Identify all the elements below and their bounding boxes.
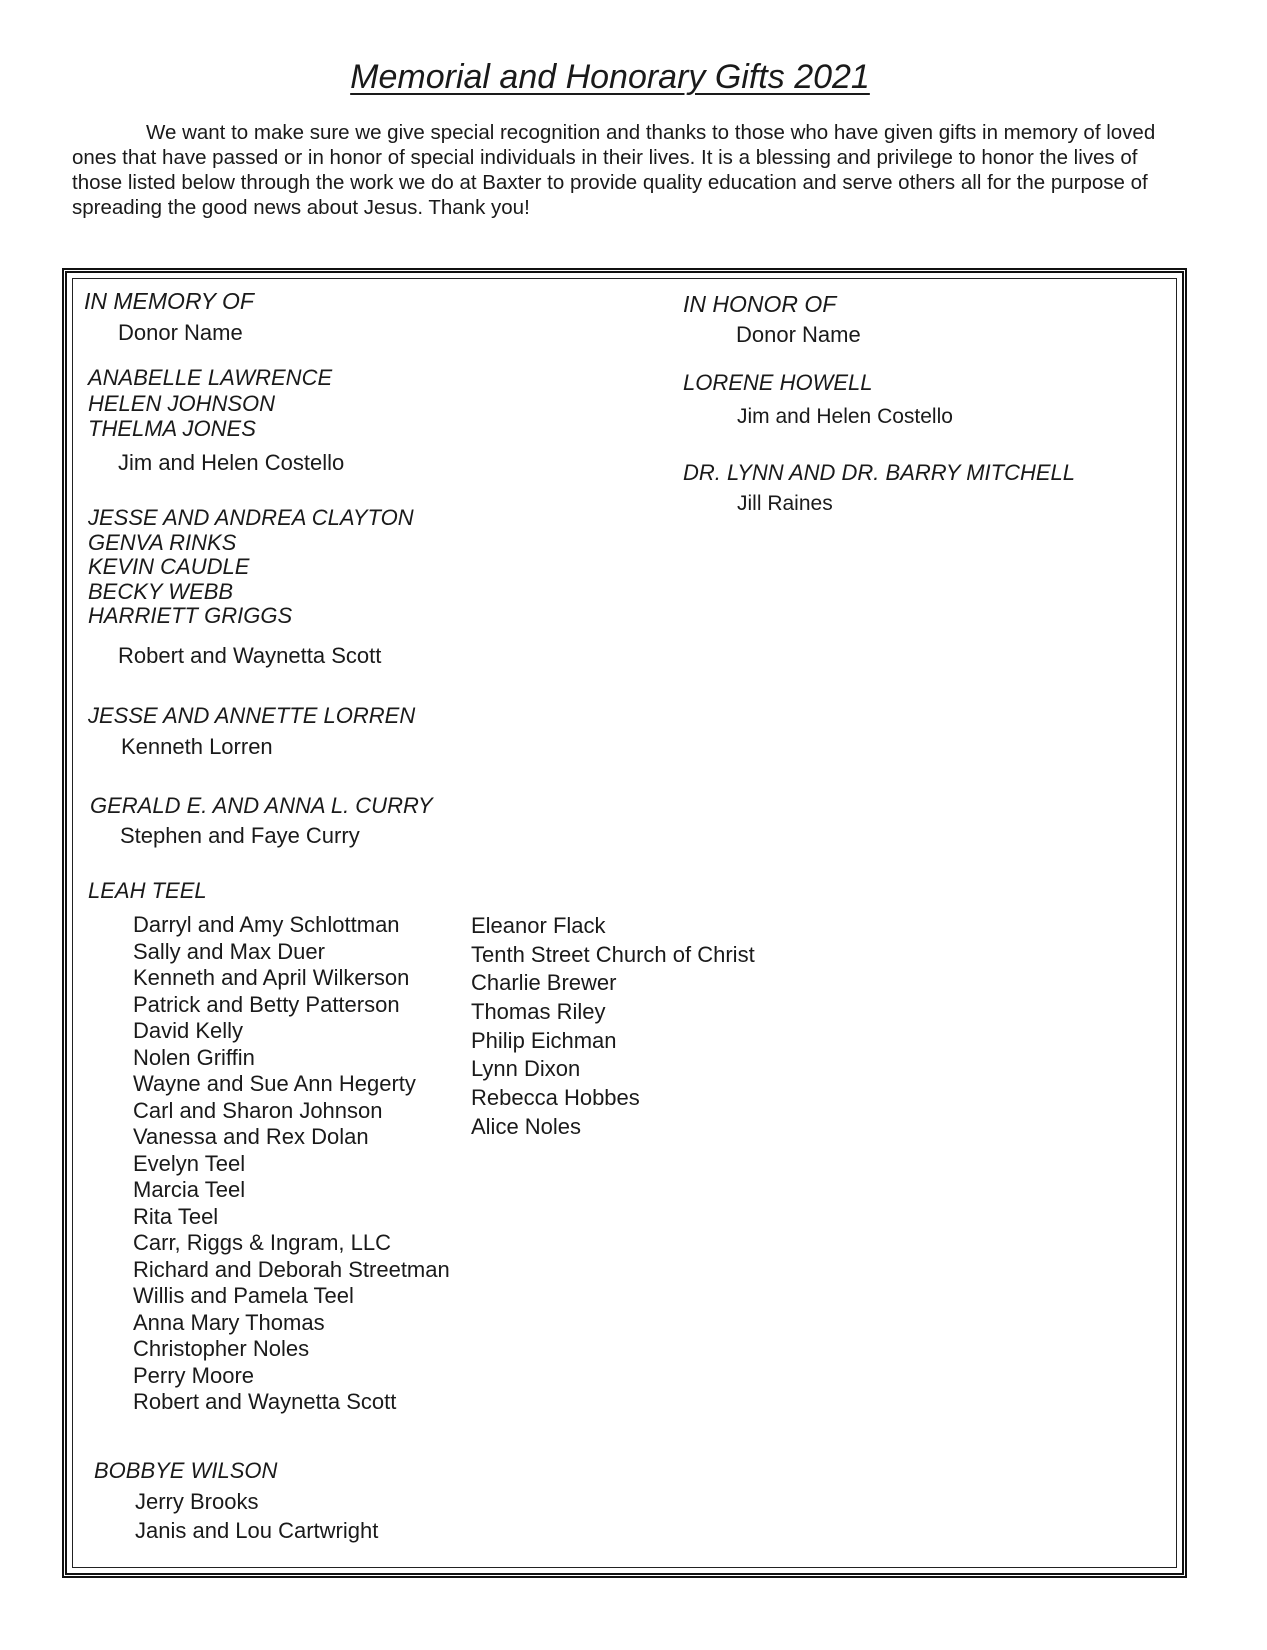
honoree-name: GENVA RINKS [88,529,237,555]
honoree-name: HARRIETT GRIGGS [88,603,293,628]
leah-teel-donors-col2 [471,912,755,1142]
donor-name: Stephen and Faye Curry [120,823,360,848]
honoree-name: KEVIN CAUDLE [88,554,250,579]
honoree-name: HELEN JOHNSON [88,390,276,416]
donor-name: Christopher Noles [133,1336,310,1361]
honoree-name: BOBBYE WILSON [94,1458,278,1483]
donor-name: Robert and Waynetta Scott [118,643,382,668]
donor-name: Sally and Max Duer [133,938,325,964]
donor-name: Wayne and Sue Ann Hegerty [133,1071,416,1096]
leah-teel-donors-col1 [133,912,450,1416]
honor-donor-label: Donor Name [736,322,861,347]
donor-name: Jim and Helen Costello [737,405,953,428]
donor-name: Philip Eichman [471,1027,617,1053]
donor-name: Rebecca Hobbes [471,1085,640,1111]
honoree-name: DR. LYNN AND DR. BARRY MITCHELL [683,460,1076,485]
honoree-name: JESSE AND ANDREA CLAYTON [88,505,414,530]
donor-name: Evelyn Teel [133,1150,246,1176]
donor-name: Lynn Dixon [471,1056,581,1082]
donor-name: Jerry Brooks [135,1489,259,1514]
donor-name: Charlie Brewer [471,970,617,996]
donor-name: Patrick and Betty Patterson [133,991,400,1017]
donor-name: Robert and Waynetta Scott [133,1389,397,1414]
honoree-name: BECKY WEBB [88,578,234,604]
donor-name: Tenth Street Church of Christ [471,941,755,967]
intro-paragraph: We want to make sure we give special recognition and thanks to those who have given gifts in memory of loved ones that have passed or in honor of special individuals in their lives. It is a blessing and privilege to honor the lives of those listed below through the work we do at Baxter to provide quality education and serve others all for the purpose of spreading the good news about Jesus. Thank you! [72,121,1156,219]
donor-name: Rita Teel [133,1203,219,1229]
honoree-name: ANABELLE LAWRENCE [88,365,333,390]
honoree-name: GERALD E. AND ANNA L. CURRY [90,793,433,818]
honoree-name: JESSE AND ANNETTE LORREN [88,703,416,728]
donor-name: Thomas Riley [471,999,606,1025]
donor-name: Willis and Pamela Teel [133,1283,354,1308]
donor-name: Perry Moore [133,1362,255,1388]
donor-name: Nolen Griffin [133,1044,255,1070]
donor-name: Jim and Helen Costello [118,450,345,475]
honoree-name: THELMA JONES [88,416,256,441]
donor-name: Vanessa and Rex Dolan [133,1124,369,1149]
memory-heading: IN MEMORY OF [84,288,254,314]
donor-name: Darryl and Amy Schlottman [133,912,400,937]
memory-group1-honorees [88,365,332,442]
page-title: Memorial and Honorary Gifts 2021 [350,58,870,96]
donor-name: Jill Raines [737,492,833,515]
donor-name: David Kelly [133,1018,244,1043]
donor-name: Eleanor Flack [471,913,606,938]
donor-name: Carr, Riggs & Ingram, LLC [133,1230,391,1255]
memory-donor-label: Donor Name [118,320,243,345]
donor-name: Anna Mary Thomas [133,1309,325,1335]
donor-name: Carl and Sharon Johnson [133,1097,383,1123]
donor-name: Richard and Deborah Streetman [133,1256,450,1282]
donor-name: Marcia Teel [133,1177,246,1202]
donor-name: Janis and Lou Cartwright [135,1518,379,1543]
donor-name: Kenneth and April Wilkerson [133,965,410,990]
honoree-name: LORENE HOWELL [683,370,873,395]
honor-heading: IN HONOR OF [683,291,837,317]
donor-name: Kenneth Lorren [121,734,273,759]
honoree-name: LEAH TEEL [88,878,207,903]
donor-name: Alice Noles [471,1113,582,1139]
memory-group2-honorees [88,506,414,629]
